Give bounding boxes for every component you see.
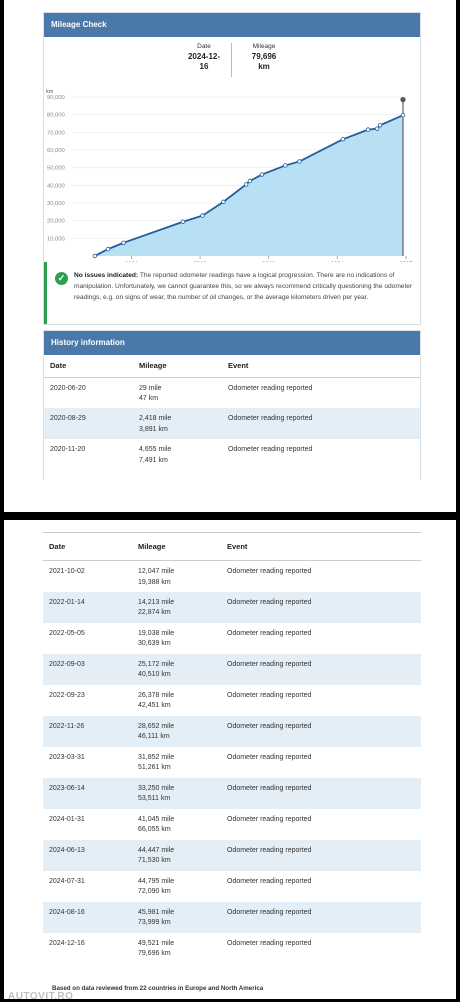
table-row: [43, 747, 421, 778]
history-rows: [43, 561, 421, 964]
latest-mileage: [234, 43, 294, 72]
table-row: [44, 377, 420, 408]
row-mileage-km: 40,510 km: [138, 671, 171, 679]
row-date: 2020-08-29: [44, 408, 133, 439]
row-mileage-miles: 41,045 mile: [138, 815, 175, 823]
row-mileage-km: 71,530 km: [138, 857, 171, 865]
column-mileage: Mileage: [132, 533, 221, 561]
row-mileage-km: 3,891 km: [139, 425, 168, 433]
data-point: [284, 164, 288, 168]
data-point: [298, 160, 302, 164]
row-mileage: [133, 439, 222, 470]
y-tick-label: 20,000: [47, 218, 65, 225]
row-mileage-km: 53,511 km: [138, 795, 171, 803]
data-point: [366, 128, 370, 132]
row-mileage-km: 30,639 km: [138, 640, 171, 648]
row-event: Odometer reading reported: [221, 654, 421, 685]
table-row: [44, 408, 420, 439]
mileage-label: Mileage: [252, 43, 276, 50]
data-point: [181, 220, 185, 224]
table-row: [43, 902, 421, 933]
row-mileage-miles: 2,418 mile: [139, 415, 172, 422]
row-mileage-miles: 44,447 mile: [138, 846, 175, 854]
history-title: History information: [44, 331, 420, 355]
row-event: Odometer reading reported: [221, 747, 421, 778]
latest-date: [174, 43, 234, 72]
row-event: Odometer reading reported: [221, 933, 421, 964]
row-mileage-km: 47 km: [139, 395, 159, 403]
row-mileage-miles: 26,378 mile: [138, 691, 175, 699]
y-axis-label: km: [46, 89, 54, 95]
row-event: Odometer reading reported: [222, 439, 420, 470]
data-point: [401, 113, 405, 117]
row-event: Odometer reading reported: [221, 592, 421, 623]
row-event: Odometer reading reported: [222, 377, 420, 408]
row-mileage-miles: 49,521 mile: [138, 939, 175, 947]
y-tick-label: 30,000: [47, 201, 65, 207]
data-point: [222, 200, 226, 204]
row-mileage: [132, 685, 221, 716]
mileage-check-title: Mileage Check: [44, 13, 420, 37]
row-mileage: [132, 933, 221, 964]
source-note: Based on data reviewed from 22 countries in Europe and North America: [52, 985, 264, 992]
table-row: [43, 685, 421, 716]
row-mileage-km: 72,090 km: [138, 888, 171, 896]
row-mileage-miles: 28,652 mile: [138, 722, 175, 730]
table-row: [43, 933, 421, 964]
y-tick-label: 10,000: [47, 236, 65, 243]
row-mileage: [132, 654, 221, 685]
history-table: [44, 355, 420, 470]
row-mileage-miles: 44,795 mile: [138, 877, 175, 885]
row-mileage-miles: 4,655 mile: [139, 446, 172, 453]
row-event: Odometer reading reported: [221, 623, 421, 654]
data-point: [375, 127, 379, 131]
row-mileage-km: 22,874 km: [138, 609, 171, 617]
table-row: [43, 592, 421, 623]
y-tick-label: 50,000: [47, 165, 65, 172]
row-date: 2020-06-20: [44, 377, 133, 408]
row-mileage: [132, 778, 221, 809]
readout-divider: [231, 43, 232, 77]
y-tick-label: 90,000: [47, 95, 65, 101]
row-mileage: [132, 809, 221, 840]
row-mileage-miles: 25,172 mile: [138, 660, 175, 668]
data-point: [260, 173, 264, 177]
row-mileage-km: 46,111 km: [138, 733, 170, 741]
row-mileage: [132, 871, 221, 902]
row-date: 2024-12-16: [43, 933, 132, 964]
table-row: [43, 840, 421, 871]
row-date: 2024-07-31: [43, 871, 132, 902]
row-mileage: [133, 377, 222, 408]
data-point: [201, 214, 205, 218]
row-event: Odometer reading reported: [221, 809, 421, 840]
date-label: Date: [197, 43, 211, 50]
history-header-row: [44, 355, 420, 377]
data-point: [378, 123, 382, 127]
table-row: [43, 871, 421, 902]
mileage-value: 79,696 km: [251, 52, 277, 71]
row-mileage: [133, 408, 222, 439]
row-mileage-miles: 45,981 mile: [138, 908, 175, 916]
row-date: 2023-03-31: [43, 747, 132, 778]
row-mileage-km: 19,388 km: [138, 578, 171, 586]
row-mileage-km: 42,451 km: [138, 702, 171, 710]
row-mileage: [132, 840, 221, 871]
row-mileage: [132, 561, 221, 592]
row-mileage: [132, 592, 221, 623]
no-issues-notice: [44, 262, 420, 324]
history-card-continued: [43, 532, 421, 977]
data-point: [341, 138, 345, 142]
row-mileage-km: 51,261 km: [138, 764, 171, 772]
data-point: [122, 241, 126, 245]
history-header-row: [43, 533, 421, 561]
row-mileage-km: 79,696 km: [138, 950, 171, 958]
row-date: 2022-09-23: [43, 685, 132, 716]
row-date: 2023-06-14: [43, 778, 132, 809]
row-date: 2021-10-02: [43, 561, 132, 592]
table-row: [43, 623, 421, 654]
screenshot-page-1: [4, 0, 456, 512]
data-point: [93, 254, 97, 258]
watermark: AUTOVIT.RO: [8, 991, 74, 1002]
check-icon: ✓: [55, 272, 68, 285]
y-tick-label: 80,000: [47, 112, 65, 119]
row-mileage-km: 66,055 km: [138, 826, 171, 834]
row-mileage-miles: 33,250 mile: [138, 784, 175, 792]
row-mileage: [132, 747, 221, 778]
table-row: [43, 561, 421, 592]
mileage-check-card: [43, 12, 421, 325]
row-event: Odometer reading reported: [221, 716, 421, 747]
column-date: Date: [43, 533, 132, 561]
data-point: [248, 179, 252, 183]
row-mileage-miles: 12,047 mile: [138, 568, 175, 575]
table-row: [43, 716, 421, 747]
data-point: [106, 247, 110, 251]
history-table-continued: [43, 532, 421, 964]
notice-title: No issues indicated:: [74, 272, 139, 279]
table-row: [44, 439, 420, 470]
row-event: Odometer reading reported: [221, 902, 421, 933]
notice-text: The reported odometer readings have a logical progression. There are no indications of manipulation. Unfortunately, we cannot guarantee this, so we always recommend critically questioning the odometer readings, e.g. on signs of wear, the number of oil changes, or the average kilometers driven per year.: [74, 272, 413, 301]
y-tick-label: 60,000: [47, 148, 65, 154]
row-date: 2024-01-31: [43, 809, 132, 840]
row-mileage-miles: 29 mile: [139, 384, 162, 392]
row-event: Odometer reading reported: [221, 685, 421, 716]
row-mileage-miles: 31,852 mile: [138, 753, 175, 761]
column-date: Date: [44, 355, 133, 377]
table-row: [43, 778, 421, 809]
row-mileage-km: 73,999 km: [138, 919, 171, 927]
history-rows: [44, 377, 420, 470]
row-mileage: [132, 902, 221, 933]
column-event: Event: [222, 355, 420, 377]
history-card: [43, 330, 421, 480]
row-event: Odometer reading reported: [222, 408, 420, 439]
row-date: 2022-09-03: [43, 654, 132, 685]
row-mileage: [132, 716, 221, 747]
y-tick-label: 40,000: [47, 183, 65, 190]
row-date: 2022-01-14: [43, 592, 132, 623]
column-event: Event: [221, 533, 421, 561]
row-event: Odometer reading reported: [221, 778, 421, 809]
current-reading-marker: [400, 97, 405, 102]
row-date: 2020-11-20: [44, 439, 133, 470]
row-date: 2024-08-16: [43, 902, 132, 933]
row-mileage-miles: 19,038 mile: [138, 629, 175, 637]
row-date: 2024-06-13: [43, 840, 132, 871]
row-date: 2022-11-26: [43, 716, 132, 747]
date-value: 2024-12- 16: [187, 52, 221, 71]
mileage-chart: [44, 73, 420, 263]
row-event: Odometer reading reported: [221, 840, 421, 871]
screenshot-page-2: [4, 520, 456, 1002]
column-mileage: Mileage: [133, 355, 222, 377]
row-event: Odometer reading reported: [221, 871, 421, 902]
table-row: [43, 654, 421, 685]
row-mileage: [132, 623, 221, 654]
row-mileage-km: 7,491 km: [139, 456, 168, 464]
data-point: [244, 183, 248, 187]
table-row: [43, 809, 421, 840]
row-event: Odometer reading reported: [221, 561, 421, 592]
row-date: 2022-05-05: [43, 623, 132, 654]
row-mileage-miles: 14,213 mile: [138, 598, 175, 606]
y-tick-label: 70,000: [47, 130, 65, 137]
